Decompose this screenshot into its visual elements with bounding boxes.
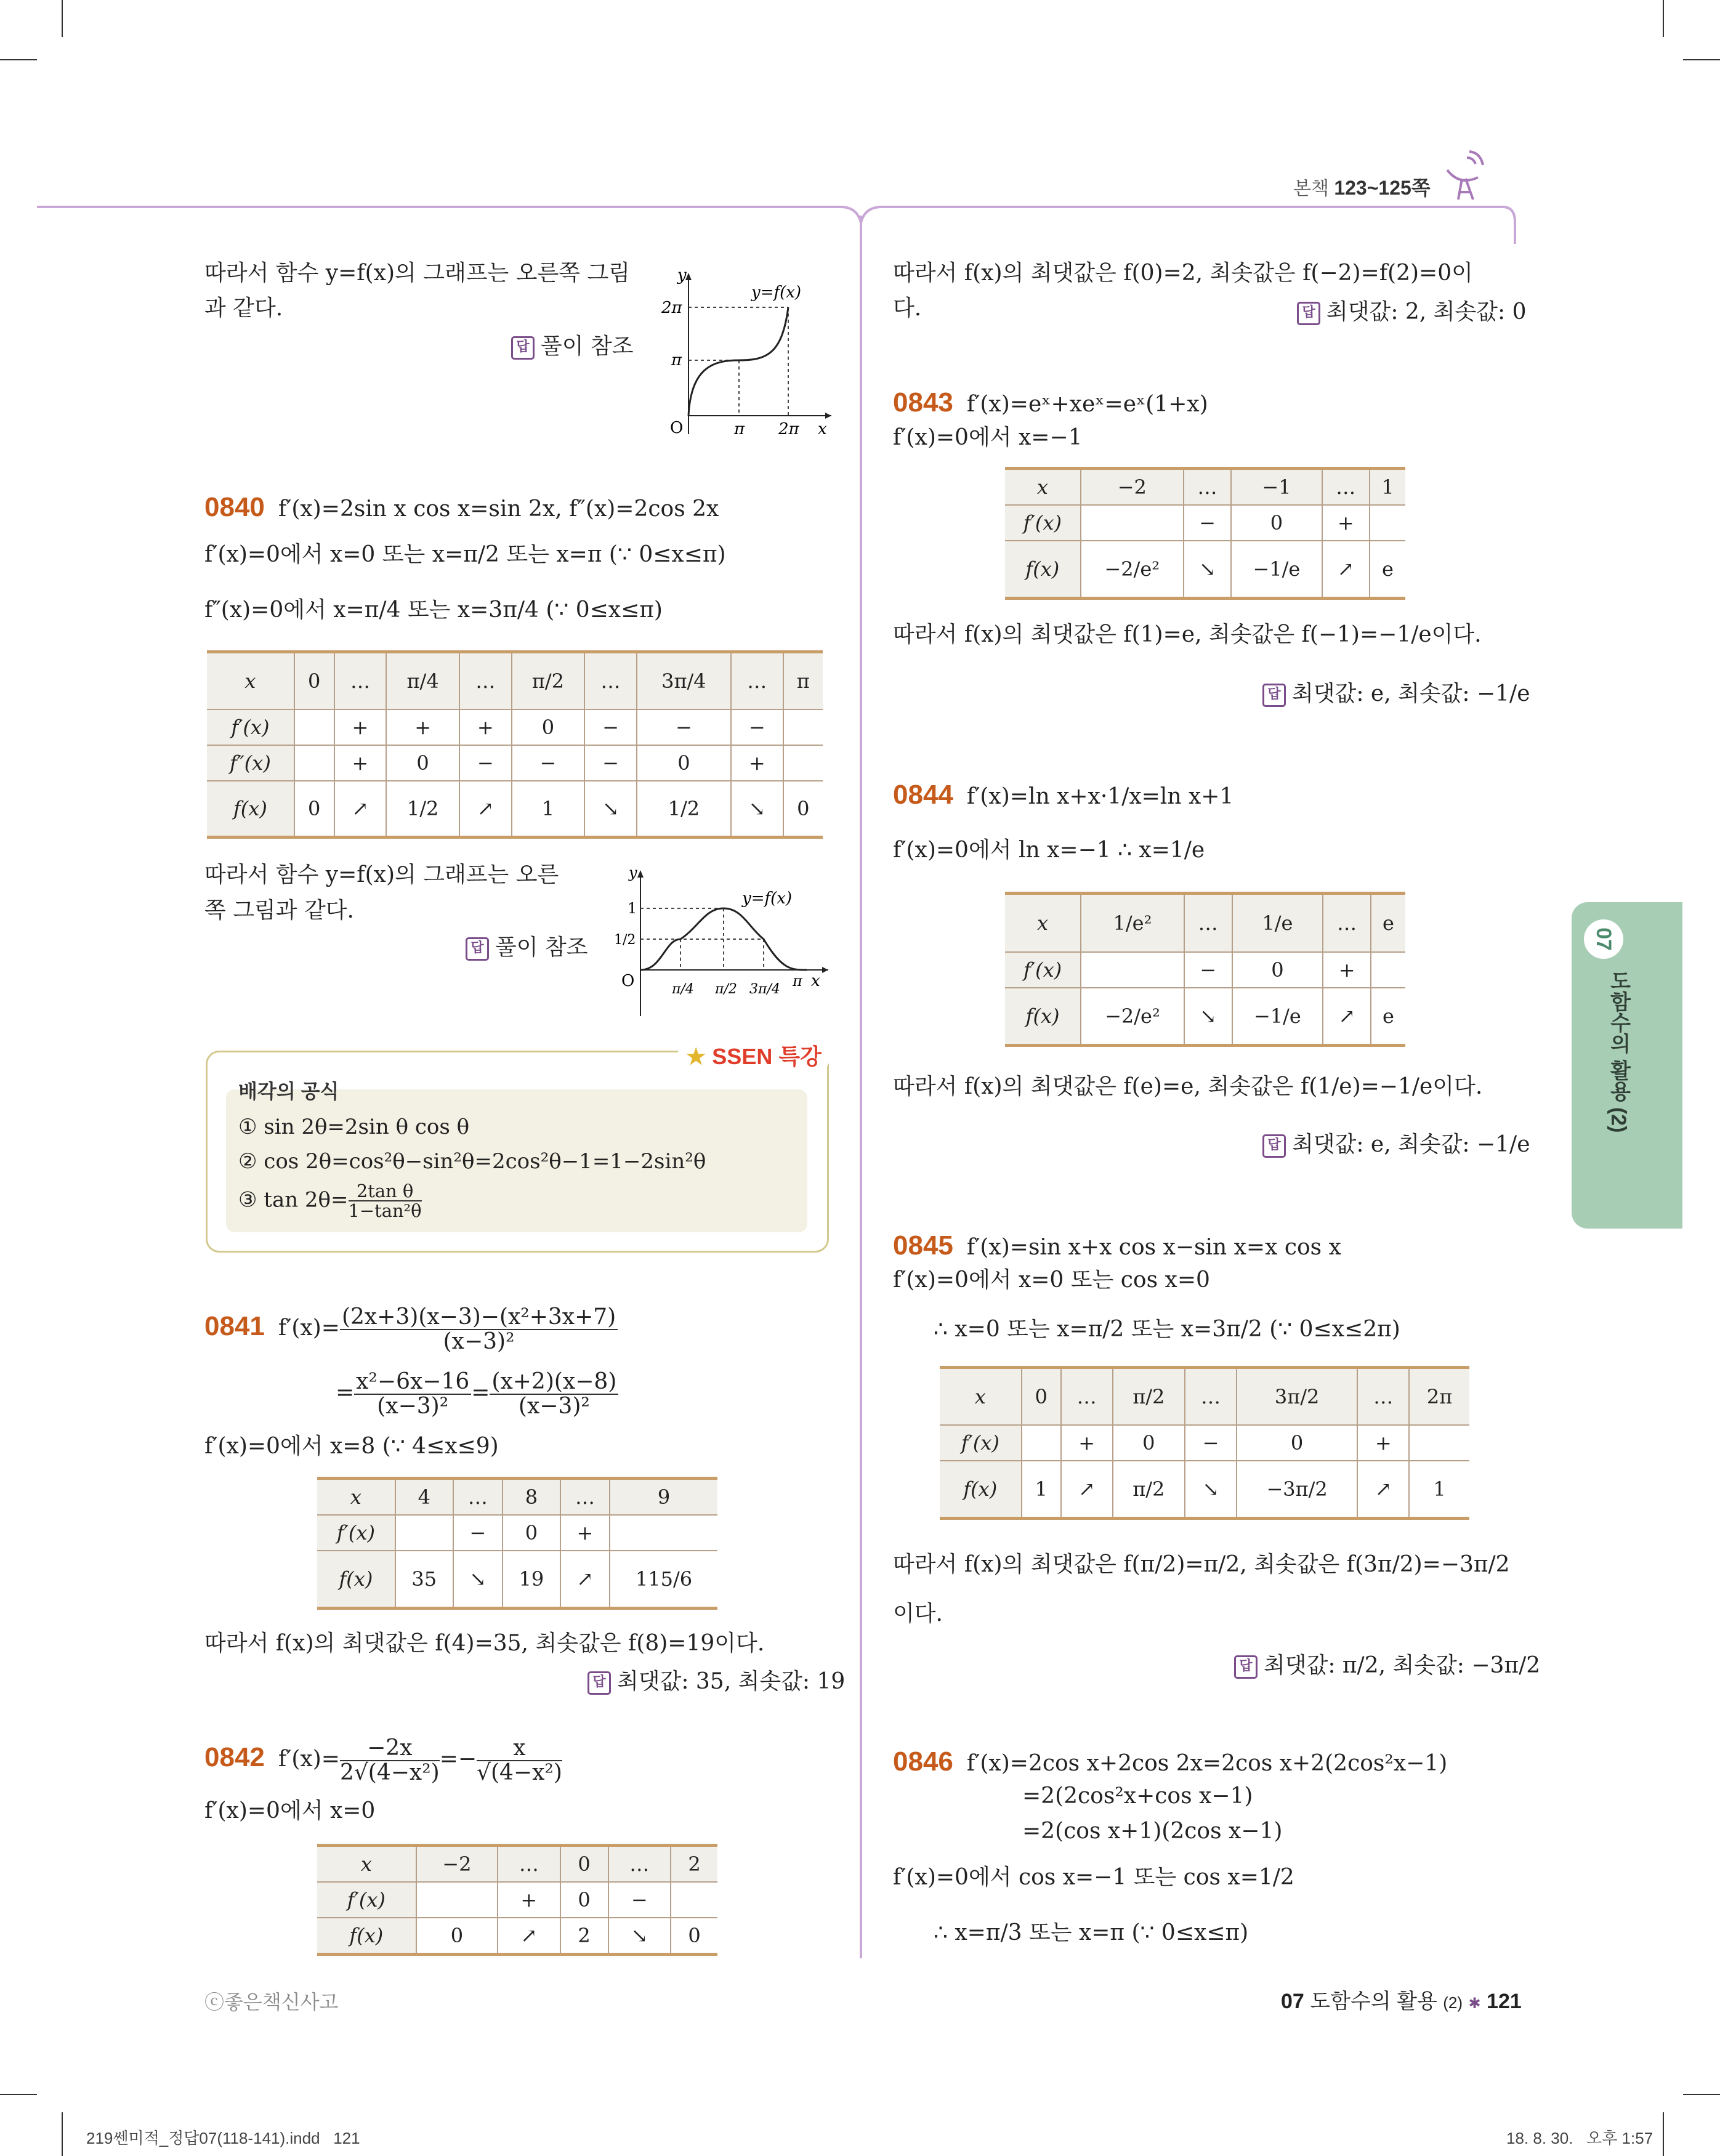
cell: −2/e² bbox=[1081, 541, 1184, 599]
cell bbox=[1022, 1425, 1061, 1461]
equation: f′(x)=sin x+x cos x−sin x=x cos x bbox=[966, 1235, 1341, 1260]
badge-text: SSEN 특강 bbox=[712, 1044, 822, 1069]
cell: 0 bbox=[294, 652, 334, 710]
formula-3-prefix: ③ tan 2θ= bbox=[238, 1187, 349, 1213]
problem-number: 0841 bbox=[204, 1310, 265, 1341]
problem-0840-after2: 쪽 그림과 같다. bbox=[204, 898, 354, 923]
table-row bbox=[207, 745, 823, 781]
problem-0845-line3: ∴ x=0 또는 x=π/2 또는 x=3π/2 (∵ 0≤x≤2π) bbox=[934, 1317, 1400, 1342]
equation: f′(x)=2cos x+2cos 2x=2cos x+2(2cos²x−1) bbox=[966, 1751, 1448, 1776]
cell: ↗ bbox=[334, 781, 387, 838]
table-row bbox=[940, 1461, 1469, 1519]
answer-mark-icon: 답 bbox=[1297, 302, 1320, 325]
graph1-tick-pi: π bbox=[671, 351, 682, 369]
denominator: √(4−x²) bbox=[477, 1759, 562, 1785]
fraction bbox=[349, 1182, 422, 1221]
special-formula-1: ① sin 2θ=2sin θ cos θ bbox=[238, 1115, 470, 1139]
cell: 0 bbox=[416, 1918, 498, 1955]
problem-0843-line1 bbox=[893, 385, 1208, 422]
answer bbox=[1234, 1648, 1540, 1679]
numerator: x bbox=[477, 1737, 562, 1761]
cell bbox=[671, 1882, 717, 1918]
answer-mark-icon: 답 bbox=[511, 336, 535, 360]
cell: 0 bbox=[637, 745, 731, 781]
graph1-curve-label: y=f(x) bbox=[751, 283, 802, 302]
crop-mark bbox=[0, 2094, 37, 2095]
special-lecture-box bbox=[206, 1051, 829, 1253]
graph2-x-pi: π bbox=[793, 972, 802, 990]
table-row bbox=[317, 1882, 717, 1918]
graph2-tick-half: 1/2 bbox=[614, 932, 636, 948]
cell: f(x) bbox=[1005, 541, 1081, 599]
table-row bbox=[1005, 469, 1405, 506]
cell: ↘ bbox=[1184, 541, 1232, 599]
cell: + bbox=[334, 709, 387, 745]
crop-mark bbox=[62, 0, 63, 37]
denominator: (x−3)² bbox=[518, 1393, 590, 1419]
cell: 8 bbox=[503, 1479, 560, 1516]
cell: … bbox=[1322, 469, 1370, 506]
cell bbox=[1081, 952, 1184, 988]
left-intro-line1: 따라서 함수 y=f(x)의 그래프는 오른쪽 그림 bbox=[204, 260, 631, 286]
page-footer bbox=[1281, 1984, 1522, 2014]
problem-0840-after1: 따라서 함수 y=f(x)의 그래프는 오른 bbox=[204, 862, 559, 887]
problem-0846-line5: ∴ x=π/3 또는 x=π (∵ 0≤x≤π) bbox=[934, 1920, 1249, 1945]
cell: ↗ bbox=[1322, 541, 1370, 599]
cell: … bbox=[334, 652, 387, 710]
graph1-xlabel: x bbox=[818, 420, 827, 438]
table-row bbox=[207, 652, 823, 710]
graph1-origin: O bbox=[670, 419, 684, 437]
ref-prefix: 본책 bbox=[1293, 179, 1329, 199]
chapter-side-tab bbox=[1572, 902, 1682, 1229]
answer-text: 최댓값: 35, 최솟값: 19 bbox=[617, 1669, 846, 1694]
table-row bbox=[1005, 894, 1405, 953]
cell: ↘ bbox=[1184, 988, 1232, 1046]
graph2-xlabel: x bbox=[811, 972, 820, 990]
graph2-x-3pi4: 3π/4 bbox=[749, 982, 780, 997]
answer-mark-icon: 답 bbox=[1234, 1655, 1258, 1679]
cell bbox=[1409, 1425, 1469, 1461]
fraction bbox=[354, 1370, 471, 1418]
cell: f′(x) bbox=[940, 1425, 1022, 1461]
graph1-x-2pi: 2π bbox=[778, 420, 799, 438]
footer-chapter: 07 bbox=[1281, 1990, 1304, 2013]
cell: … bbox=[1184, 894, 1232, 953]
cell: f(x) bbox=[317, 1918, 416, 1955]
cell: π/2 bbox=[512, 652, 585, 710]
cell: x bbox=[317, 1846, 416, 1883]
answer bbox=[1262, 1127, 1530, 1158]
cell: −2 bbox=[1081, 469, 1184, 506]
problem-0841-after: 따라서 f(x)의 최댓값은 f(4)=35, 최솟값은 f(8)=19이다. bbox=[204, 1631, 765, 1656]
cell: − bbox=[584, 745, 637, 781]
table-row bbox=[317, 1479, 717, 1516]
graph1-ylabel: y bbox=[677, 266, 687, 285]
cell: 1/e bbox=[1232, 894, 1323, 953]
cell: ↗ bbox=[1323, 988, 1371, 1046]
cell: π bbox=[783, 652, 823, 710]
cell: −2 bbox=[416, 1846, 498, 1883]
cell: 35 bbox=[395, 1551, 453, 1609]
denominator: 1−tan²θ bbox=[348, 1200, 422, 1222]
cell: 0 bbox=[560, 1846, 608, 1883]
cell: … bbox=[731, 652, 783, 710]
equation: f′(x)=2sin x cos x=sin 2x, f″(x)=2cos 2x bbox=[278, 496, 719, 522]
cell: … bbox=[1184, 469, 1232, 506]
graph2-ylabel: y bbox=[629, 865, 637, 881]
problem-0842-line2: f′(x)=0에서 x=0 bbox=[204, 1798, 376, 1823]
fraction bbox=[490, 1370, 618, 1418]
problem-0845-line2: f′(x)=0에서 x=0 또는 cos x=0 bbox=[893, 1267, 1210, 1293]
cell: x bbox=[207, 652, 294, 710]
problem-0844-after: 따라서 f(x)의 최댓값은 f(e)=e, 최솟값은 f(1/e)=−1/e이다. bbox=[893, 1074, 1483, 1099]
cell: … bbox=[1061, 1368, 1113, 1426]
equation: f′(x)=ln x+x·1/x=ln x+1 bbox=[966, 784, 1234, 809]
cell: 3π/4 bbox=[637, 652, 731, 710]
cell: 3π/2 bbox=[1237, 1368, 1358, 1426]
cell: e bbox=[1371, 894, 1405, 953]
answer-text: 최댓값: e, 최솟값: −1/e bbox=[1292, 681, 1530, 706]
cell: −1/e bbox=[1231, 541, 1322, 599]
table-row bbox=[940, 1425, 1469, 1461]
crop-mark bbox=[62, 2112, 63, 2156]
cell: f(x) bbox=[317, 1551, 395, 1609]
problem-0840-line3: f″(x)=0에서 x=π/4 또는 x=3π/4 (∵ 0≤x≤π) bbox=[204, 597, 663, 623]
cell: 2 bbox=[671, 1846, 717, 1883]
left-intro-line2: 과 같다. bbox=[204, 296, 283, 321]
crop-mark bbox=[1683, 59, 1720, 60]
answer-mark-icon: 답 bbox=[587, 1671, 611, 1695]
answer bbox=[1297, 294, 1527, 326]
ref-pages: 123~125쪽 bbox=[1334, 177, 1431, 199]
problem-0840-line1 bbox=[204, 490, 719, 527]
crop-mark bbox=[1683, 2094, 1720, 2095]
answer-mark-icon: 답 bbox=[1262, 1134, 1286, 1158]
problem-0846-line3: =2(cos x+1)(2cos x−1) bbox=[1022, 1819, 1283, 1844]
equation-prefix: f′(x)= bbox=[278, 1315, 340, 1341]
cell: 1/e² bbox=[1081, 894, 1184, 953]
cell: … bbox=[1323, 894, 1371, 953]
cell: −1 bbox=[1231, 469, 1322, 506]
denominator: (x−3)² bbox=[443, 1328, 515, 1354]
problem-number: 0844 bbox=[893, 780, 953, 810]
cell: 1/2 bbox=[637, 781, 731, 838]
answer bbox=[587, 1664, 845, 1695]
cell: 2π bbox=[1409, 1368, 1469, 1426]
cell: f′(x) bbox=[207, 709, 294, 745]
cell: + bbox=[1322, 505, 1370, 541]
cell: … bbox=[1185, 1368, 1237, 1426]
cell: f(x) bbox=[940, 1461, 1022, 1519]
graph-sin-squared bbox=[607, 865, 834, 1019]
cell bbox=[416, 1882, 498, 1918]
problem-number: 0843 bbox=[893, 387, 953, 418]
graph1-tick-2pi: 2π bbox=[661, 299, 682, 317]
cell bbox=[1371, 952, 1405, 988]
cell: x bbox=[317, 1479, 395, 1516]
cell: − bbox=[731, 709, 783, 745]
special-formula-3 bbox=[238, 1182, 422, 1221]
cell: x bbox=[1005, 894, 1081, 953]
cell: … bbox=[560, 1479, 610, 1516]
cell: ↘ bbox=[584, 781, 637, 838]
right-intro-line1: 따라서 f(x)의 최댓값은 f(0)=2, 최솟값은 f(−2)=f(2)=0이 bbox=[893, 260, 1473, 286]
table-row bbox=[1005, 541, 1405, 599]
cell: + bbox=[560, 1515, 610, 1551]
cell bbox=[783, 709, 823, 745]
problem-0843-line2: f′(x)=0에서 x=−1 bbox=[893, 425, 1083, 450]
problem-number: 0846 bbox=[893, 1746, 953, 1777]
cell: ↘ bbox=[1185, 1461, 1237, 1519]
cell bbox=[783, 745, 823, 781]
fraction bbox=[477, 1737, 562, 1785]
cell: − bbox=[1185, 1425, 1237, 1461]
cell: 0 bbox=[512, 709, 585, 745]
answer-text: 최댓값: π/2, 최솟값: −3π/2 bbox=[1264, 1653, 1541, 1678]
cell: 1 bbox=[1022, 1461, 1061, 1519]
answer-mark-icon: 답 bbox=[466, 937, 489, 961]
denominator: 2√(4−x²) bbox=[339, 1759, 440, 1785]
cell: 0 bbox=[560, 1882, 608, 1918]
cell: −3π/2 bbox=[1237, 1461, 1358, 1519]
answer-text: 풀이 참조 bbox=[495, 935, 588, 960]
slug-file: 219쎈미적_정답07(118-141).indd 121 bbox=[86, 2129, 360, 2147]
graph2-tick-1: 1 bbox=[628, 900, 637, 917]
table-row bbox=[207, 709, 823, 745]
chapter-tab-number: 07 bbox=[1584, 919, 1623, 959]
cell: 0 bbox=[1113, 1425, 1185, 1461]
crop-mark bbox=[0, 59, 37, 60]
cell: f(x) bbox=[1005, 988, 1081, 1046]
table-row bbox=[1005, 505, 1405, 541]
fraction bbox=[340, 1306, 618, 1354]
denominator: (x−3)² bbox=[377, 1393, 449, 1419]
table-row bbox=[940, 1368, 1469, 1426]
footer-chapter-sub: (2) bbox=[1443, 1993, 1463, 2012]
table-row bbox=[207, 781, 823, 838]
crop-mark bbox=[1663, 0, 1664, 37]
cell bbox=[294, 745, 334, 781]
cell: f′(x) bbox=[317, 1882, 416, 1918]
table-0844 bbox=[1005, 892, 1405, 1047]
cell: + bbox=[498, 1882, 560, 1918]
table-row bbox=[317, 1515, 717, 1551]
cell: + bbox=[731, 745, 783, 781]
cell: + bbox=[334, 745, 387, 781]
cell: − bbox=[608, 1882, 671, 1918]
table-0842 bbox=[317, 1844, 717, 1956]
cell: 0 bbox=[671, 1918, 717, 1955]
graph2-x-pi2: π/2 bbox=[715, 982, 737, 997]
cell: … bbox=[1357, 1368, 1409, 1426]
column-divider bbox=[860, 216, 862, 1958]
cell: 0 bbox=[1232, 952, 1323, 988]
answer-text: 최댓값: 2, 최솟값: 0 bbox=[1326, 299, 1527, 325]
cell: − bbox=[512, 745, 585, 781]
answer-mark-icon: 답 bbox=[1262, 684, 1286, 707]
numerator: x²−6x−16 bbox=[354, 1370, 471, 1395]
numerator: 2tan θ bbox=[349, 1182, 422, 1201]
cell: ↗ bbox=[459, 781, 512, 838]
cell: − bbox=[1184, 505, 1232, 541]
problem-0845-line1 bbox=[893, 1228, 1341, 1266]
table-row bbox=[317, 1846, 717, 1883]
equation-prefix: f′(x)= bbox=[278, 1746, 340, 1772]
table-0840 bbox=[207, 650, 823, 839]
footer-chapter-title: 도함수의 활용 bbox=[1310, 1990, 1437, 2013]
cell: 115/6 bbox=[610, 1551, 717, 1609]
cell: f(x) bbox=[207, 781, 294, 838]
numerator: (x+2)(x−8) bbox=[490, 1370, 618, 1395]
page-number: 121 bbox=[1487, 1990, 1522, 2013]
cell: 4 bbox=[395, 1479, 453, 1516]
cell: 0 bbox=[783, 781, 823, 838]
cell: + bbox=[1061, 1425, 1113, 1461]
table-row bbox=[1005, 988, 1405, 1046]
cell: 0 bbox=[1022, 1368, 1061, 1426]
cell: … bbox=[584, 652, 637, 710]
answer bbox=[511, 329, 634, 360]
graph2-x-pi4: π/4 bbox=[672, 982, 694, 997]
cell: π/2 bbox=[1113, 1461, 1185, 1519]
cell: − bbox=[637, 709, 731, 745]
cell: − bbox=[453, 1515, 503, 1551]
cell: x bbox=[940, 1368, 1022, 1426]
equation: f′(x)=eˣ+xeˣ=eˣ(1+x) bbox=[966, 392, 1208, 417]
cell: 1 bbox=[1370, 469, 1405, 506]
cell: − bbox=[584, 709, 637, 745]
cell: … bbox=[498, 1846, 560, 1883]
graph1-x-pi: π bbox=[734, 420, 745, 438]
cell: π/4 bbox=[386, 652, 459, 710]
cell: 19 bbox=[503, 1551, 560, 1609]
problem-0841-line1 bbox=[204, 1306, 618, 1354]
table-0845 bbox=[940, 1366, 1469, 1520]
cell: 0 bbox=[1231, 505, 1322, 541]
answer bbox=[1262, 676, 1530, 708]
problem-number: 0842 bbox=[204, 1742, 265, 1772]
graph-arctan-like bbox=[653, 262, 838, 440]
star-icon: ★ bbox=[686, 1044, 706, 1069]
problem-0844-line2: f′(x)=0에서 ln x=−1 ∴ x=1/e bbox=[893, 838, 1205, 863]
satellite-icon bbox=[1441, 143, 1490, 202]
cell: 0 bbox=[503, 1515, 560, 1551]
cell: 9 bbox=[610, 1479, 717, 1516]
cell: e bbox=[1370, 541, 1405, 599]
cell: π/2 bbox=[1113, 1368, 1185, 1426]
cell: … bbox=[453, 1479, 503, 1516]
slug-date: 18. 8. 30. 오후 1:57 bbox=[1506, 2129, 1653, 2147]
table-row bbox=[317, 1918, 717, 1955]
cell: 1 bbox=[512, 781, 585, 838]
cell bbox=[1370, 505, 1405, 541]
cell bbox=[395, 1515, 453, 1551]
cell: −1/e bbox=[1232, 988, 1323, 1046]
table-0843 bbox=[1005, 467, 1405, 600]
chapter-tab-title: 도함수의 활용 (2) bbox=[1607, 970, 1630, 1133]
cell: ↗ bbox=[1061, 1461, 1113, 1519]
cell: + bbox=[1323, 952, 1371, 988]
cell: ↗ bbox=[498, 1918, 560, 1955]
problem-0842-line1: 0842 f′(x)= $\frac{-2x}{\text{2√(4−x²)}}$ =− $\frac{x}{\text{√(4−x²)}}$ bbox=[204, 1735, 562, 1785]
cell: e bbox=[1371, 988, 1405, 1046]
numerator: −2x bbox=[340, 1737, 440, 1761]
table-row bbox=[1005, 952, 1405, 988]
crop-mark bbox=[1663, 2112, 1664, 2156]
answer bbox=[466, 930, 588, 961]
cell: 0 bbox=[386, 745, 459, 781]
cell bbox=[1081, 505, 1184, 541]
cell: + bbox=[459, 709, 512, 745]
cell: 1/2 bbox=[386, 781, 459, 838]
cell: 2 bbox=[560, 1918, 608, 1955]
cell: −2/e² bbox=[1081, 988, 1184, 1046]
problem-number: 0840 bbox=[204, 492, 265, 522]
problem-0841-line2: = $\frac{\text{x²−6x−16}}{\text{(x−3)²}}$ = $\frac{(x+2)(x-8)}{\text{(x−3)²}}$ bbox=[336, 1370, 618, 1418]
problem-0841-line3: f′(x)=0에서 x=8 (∵ 4≤x≤9) bbox=[204, 1434, 499, 1459]
copyright: ⓒ좋은책신사고 bbox=[204, 1991, 339, 2013]
cell: … bbox=[459, 652, 512, 710]
cell: + bbox=[1357, 1425, 1409, 1461]
right-intro-line2: 다. bbox=[893, 296, 922, 321]
table-0841 bbox=[317, 1477, 717, 1610]
cell: f′(x) bbox=[1005, 505, 1081, 541]
cell: ↘ bbox=[608, 1918, 671, 1955]
cell: ↘ bbox=[453, 1551, 503, 1609]
footer-star-icon: ✱ bbox=[1468, 1995, 1481, 2012]
answer-text: 최댓값: e, 최솟값: −1/e bbox=[1292, 1132, 1530, 1157]
cell: f′(x) bbox=[1005, 952, 1081, 988]
problem-number: 0845 bbox=[893, 1230, 953, 1261]
special-formula-2: ② cos 2θ=cos²θ−sin²θ=2cos²θ−1=1−2sin²θ bbox=[238, 1149, 706, 1174]
cell: f″(x) bbox=[207, 745, 294, 781]
cell: ↗ bbox=[1357, 1461, 1409, 1519]
problem-0846-line1 bbox=[893, 1744, 1447, 1782]
cell: x bbox=[1005, 469, 1081, 506]
cell: ↗ bbox=[560, 1551, 610, 1609]
cell: 0 bbox=[1237, 1425, 1358, 1461]
problem-0840-line2: f′(x)=0에서 x=0 또는 x=π/2 또는 x=π (∵ 0≤x≤π) bbox=[204, 542, 726, 567]
problem-0844-line1 bbox=[893, 777, 1233, 815]
graph2-curve-label: y=f(x) bbox=[742, 889, 793, 908]
graph2-origin: O bbox=[621, 972, 635, 990]
cell: 1 bbox=[1409, 1461, 1469, 1519]
cell bbox=[610, 1515, 717, 1551]
cell: − bbox=[1184, 952, 1232, 988]
fraction bbox=[340, 1737, 440, 1785]
cell bbox=[294, 709, 334, 745]
problem-0846-line4: f′(x)=0에서 cos x=−1 또는 cos x=1/2 bbox=[893, 1865, 1294, 1890]
ssen-badge bbox=[677, 1041, 830, 1073]
numerator: (2x+3)(x−3)−(x²+3x+7) bbox=[340, 1306, 618, 1330]
cell: ↘ bbox=[731, 781, 783, 838]
answer-text: 풀이 참조 bbox=[541, 334, 634, 359]
problem-0845-after1: 따라서 f(x)의 최댓값은 f(π/2)=π/2, 최솟값은 f(3π/2)=−3π/2 bbox=[893, 1552, 1510, 1577]
problem-0845-after2: 이다. bbox=[893, 1601, 943, 1626]
special-title: 배각의 공식 bbox=[238, 1080, 339, 1102]
problem-0843-after: 따라서 f(x)의 최댓값은 f(1)=e, 최솟값은 f(−1)=−1/e이다. bbox=[893, 622, 1482, 647]
table-row bbox=[317, 1551, 717, 1609]
problem-0846-line2: =2(2cos²x+cos x−1) bbox=[1022, 1783, 1253, 1809]
cell: + bbox=[386, 709, 459, 745]
cell: − bbox=[459, 745, 512, 781]
cell: f′(x) bbox=[317, 1515, 395, 1551]
cell: … bbox=[608, 1846, 671, 1883]
cell: 0 bbox=[294, 781, 334, 838]
